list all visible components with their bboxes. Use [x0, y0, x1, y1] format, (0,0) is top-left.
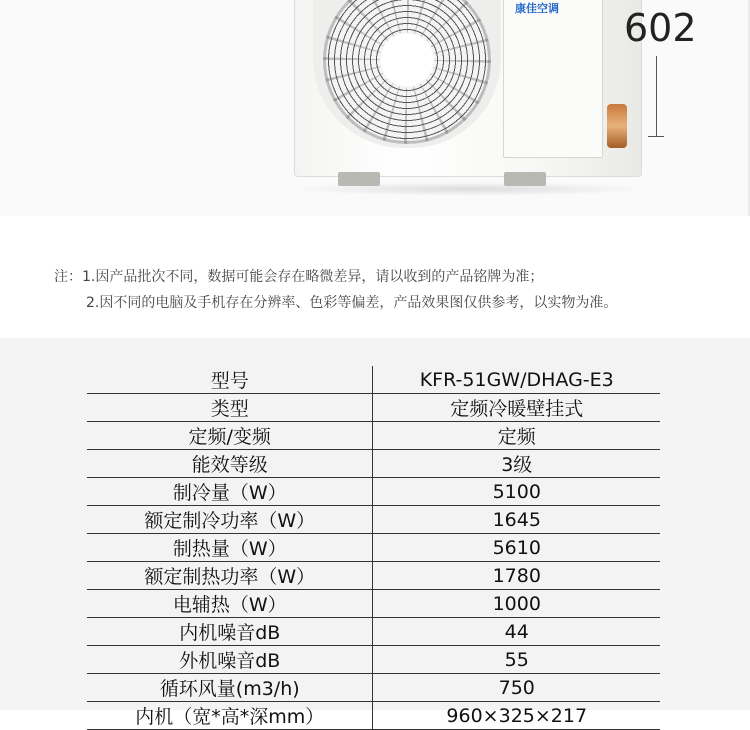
table-row: [87, 506, 660, 534]
spec-value: 1780: [373, 562, 660, 590]
spec-value: 3级: [373, 450, 660, 478]
table-row: [87, 450, 660, 478]
spec-value: 定频: [373, 422, 660, 450]
table-row: [87, 646, 660, 674]
spec-table: [87, 366, 660, 730]
table-row: [87, 674, 660, 702]
spec-value: 960×325×217: [373, 702, 660, 730]
table-row: [87, 534, 660, 562]
spec-label: 内机噪音dB: [87, 618, 373, 646]
product-image-area: [0, 0, 750, 216]
spec-value: 5610: [373, 534, 660, 562]
spec-label: 类型: [87, 394, 373, 422]
spec-label: 型号: [87, 366, 373, 394]
note-line-1: 注：1.因产品批次不同，数据可能会存在略微差异，请以收到的产品铭牌为准；: [54, 269, 544, 285]
brand-logo-cn: 康佳空调: [515, 2, 559, 15]
notes-section: [0, 216, 750, 338]
unit-foot-right: [504, 172, 546, 186]
spec-label: 外机噪音dB: [87, 646, 373, 674]
spec-value: 44: [373, 618, 660, 646]
table-row: [87, 394, 660, 422]
spec-value: 定频冷暖壁挂式: [373, 394, 660, 422]
brand-logo: [507, 0, 567, 16]
table-row: [87, 562, 660, 590]
spec-label: 内机（宽*高*深mm）: [87, 702, 373, 730]
table-row: [87, 478, 660, 506]
spec-value: 1000: [373, 590, 660, 618]
outdoor-unit-image: [294, 0, 642, 177]
spec-label: 循环风量(m3/h): [87, 674, 373, 702]
unit-foot-left: [338, 172, 380, 186]
spec-value: 55: [373, 646, 660, 674]
spec-label: 电辅热（W）: [87, 590, 373, 618]
spec-label: 额定制冷功率（W）: [87, 506, 373, 534]
pipe-valves: [607, 104, 627, 148]
table-row: [87, 618, 660, 646]
note-line-2: 2.因不同的电脑及手机存在分辨率、色彩等偏差，产品效果图仅供参考，以实物为准。: [86, 295, 618, 311]
spec-panel: [0, 338, 750, 728]
spec-label: 定频/变频: [87, 422, 373, 450]
table-row: [87, 702, 660, 730]
spec-label: 额定制热功率（W）: [87, 562, 373, 590]
spec-value: KFR-51GW/DHAG-E3: [373, 366, 660, 394]
spec-label: 能效等级: [87, 450, 373, 478]
spec-value: 5100: [373, 478, 660, 506]
dimension-tick: [648, 136, 664, 137]
dimension-label: 602: [624, 6, 697, 50]
spec-value: 1645: [373, 506, 660, 534]
spec-value: 750: [373, 674, 660, 702]
table-row: [87, 422, 660, 450]
spec-label: 制冷量（W）: [87, 478, 373, 506]
dimension-line: [656, 56, 657, 136]
table-row: [87, 366, 660, 394]
side-panel: [503, 0, 603, 158]
spec-label: 制热量（W）: [87, 534, 373, 562]
table-row: [87, 590, 660, 618]
